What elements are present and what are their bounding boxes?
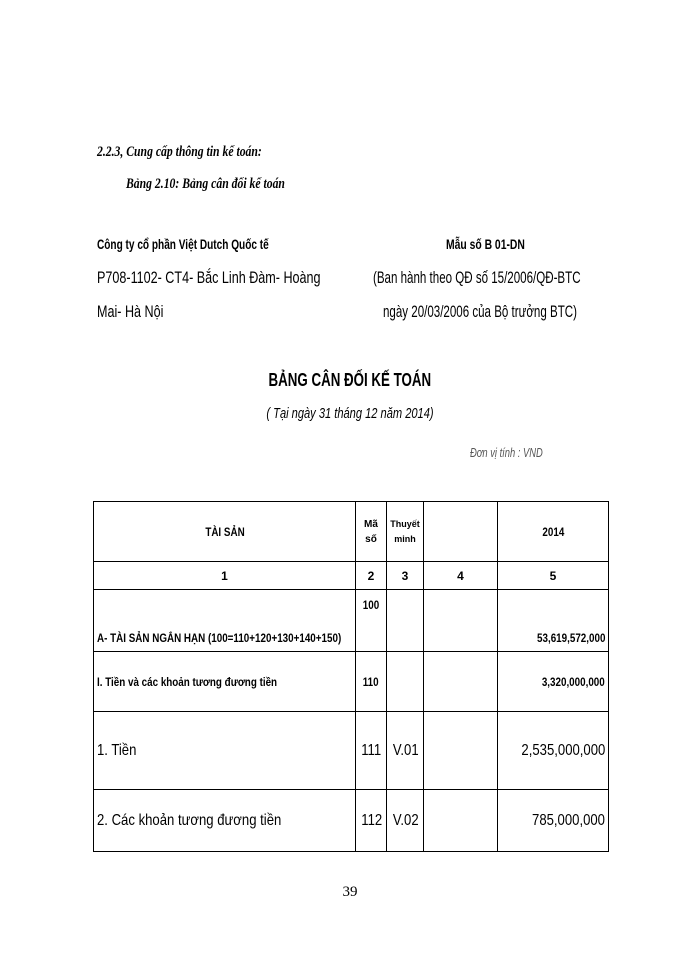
currency-unit (470, 445, 571, 460)
section-heading-text: 2.2.3, Cung cấp thông tin kế toán: (97, 144, 262, 160)
row-label (94, 790, 356, 852)
header-year-text: 2014 (542, 524, 564, 539)
table-index-row (94, 562, 609, 590)
section-heading (97, 144, 308, 161)
company-name (97, 236, 336, 252)
row-value-text: 2,535,000,000 (521, 741, 605, 759)
row-code-text: 112 (361, 811, 383, 829)
table-row (94, 652, 609, 712)
index-cell-1: 1 (94, 562, 356, 590)
table-caption-text: Bảng 2.10: Bảng cân đối kế toán (126, 176, 285, 192)
balance-sheet-table (93, 501, 609, 852)
page-number: 39 (342, 884, 358, 900)
index-cell-3: 3 (387, 562, 424, 590)
header-code (356, 502, 387, 562)
table-row (94, 590, 609, 652)
index-cell-2: 2 (356, 562, 387, 590)
row-code-text: 111 (361, 741, 382, 759)
company-address-line1-text: P708-1102- CT4- Bắc Linh Đàm- Hoàng (97, 268, 321, 287)
row-value (498, 790, 609, 852)
header-asset-text: TÀI SẢN (204, 524, 245, 539)
header-asset (94, 502, 356, 562)
table-row (94, 712, 609, 790)
row-value-text: 53,619,572,000 (536, 631, 605, 645)
report-title (0, 370, 700, 391)
report-date-text: ( Tại ngày 31 tháng 12 năm 2014) (266, 405, 434, 422)
form-number-text: Mẫu số B 01-DN (446, 236, 525, 252)
header-note (387, 502, 424, 562)
company-address-line2 (97, 302, 187, 322)
index-cell-5: 5 (498, 562, 609, 590)
report-title-text: BẢNG CÂN ĐỐI KẾ TOÁN (268, 370, 432, 390)
row-label (94, 712, 356, 790)
row-col4 (424, 790, 498, 852)
currency-unit-text: Đơn vị tính : VND (470, 445, 543, 460)
row-col4 (424, 590, 498, 652)
company-address-line2-text: Mai- Hà Nội (97, 302, 164, 321)
form-decision-line2-text: ngày 20/03/2006 của Bộ trưởng BTC) (383, 302, 577, 321)
row-label-text: I. Tiền và các khoản tương đương tiền (97, 674, 278, 689)
index-cell-4: 4 (424, 562, 498, 590)
row-value-text: 3,320,000,000 (542, 674, 605, 689)
header-note-line1: Thuyết (390, 518, 420, 529)
row-label-text: 1. Tiền (97, 741, 137, 759)
row-label-text: A- TÀI SẢN NGẮN HẠN (100=110+120+130+140+150) (97, 631, 342, 645)
row-note-text: V.02 (392, 811, 419, 829)
company-address-line1 (97, 268, 399, 288)
row-code (356, 652, 387, 712)
row-col4 (424, 652, 498, 712)
company-name-text: Công ty cổ phần Việt Dutch Quốc tế (97, 236, 269, 252)
row-label-text: 2. Các khoản tương đương tiền (97, 811, 282, 829)
row-label (94, 590, 356, 652)
row-note (387, 652, 424, 712)
header-note-line2: minh (394, 533, 416, 544)
row-value-text: 785,000,000 (532, 811, 605, 829)
form-decision-line2 (383, 302, 668, 322)
row-code (356, 590, 387, 652)
row-value (498, 590, 609, 652)
row-label (94, 652, 356, 712)
table-caption (126, 176, 330, 193)
row-code (356, 712, 387, 790)
header-code-line1: Mã (364, 518, 378, 530)
row-note (387, 712, 424, 790)
row-col4 (424, 712, 498, 790)
row-note (387, 790, 424, 852)
table-row (94, 790, 609, 852)
header-code-line2: số (365, 533, 377, 545)
row-code (356, 790, 387, 852)
form-decision-line1 (373, 268, 678, 288)
form-number (446, 236, 553, 252)
row-code-text: 110 (363, 674, 379, 689)
row-note-text: V.01 (392, 741, 419, 759)
report-date (0, 405, 700, 422)
form-decision-line1-text: (Ban hành theo QĐ số 15/2006/QĐ-BTC (373, 268, 581, 287)
row-value (498, 652, 609, 712)
row-value (498, 712, 609, 790)
table-header-row (94, 502, 609, 562)
row-code-text: 100 (362, 598, 380, 612)
row-note (387, 590, 424, 652)
header-year (498, 502, 609, 562)
header-col4 (424, 502, 498, 562)
